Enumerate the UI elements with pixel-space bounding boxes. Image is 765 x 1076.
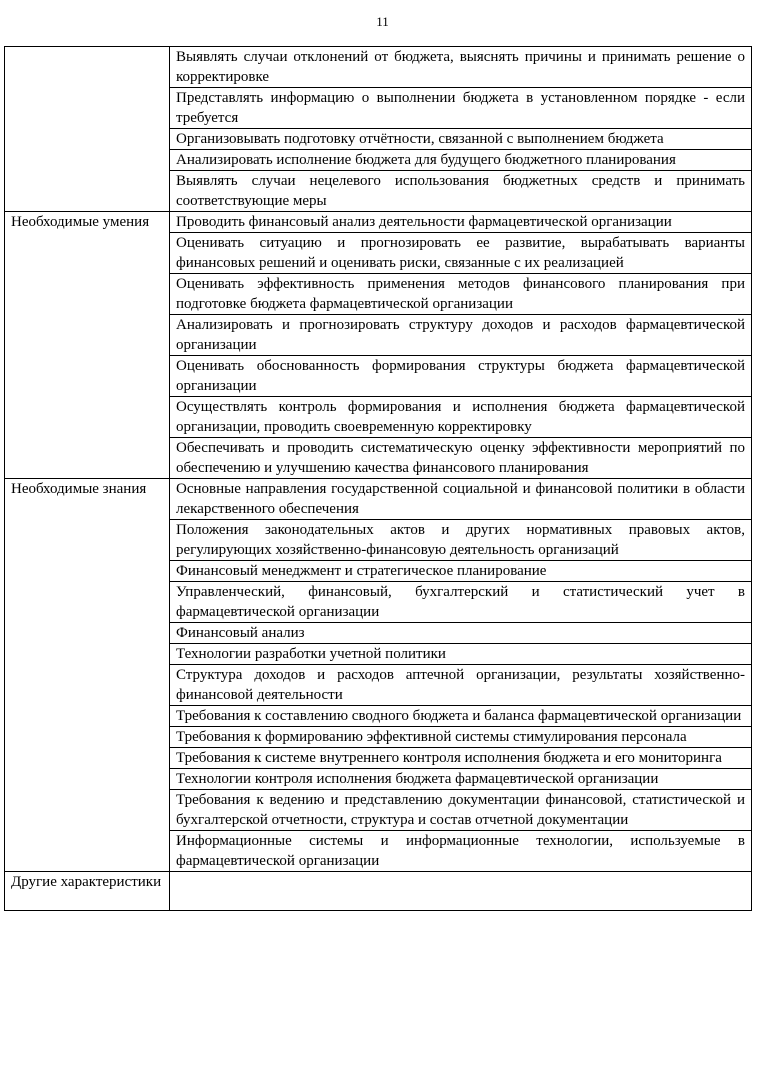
section-item: Выявлять случаи отклонений от бюджета, выяснять причины и принимать решение о корректировке [170, 47, 752, 88]
section-label: Необходимые умения [5, 212, 170, 479]
section-item: Основные направления государственной социальной и финансовой политики в области лекарственного обеспечения [170, 479, 752, 520]
section-item: Проводить финансовый анализ деятельности фармацевтической организации [170, 212, 752, 233]
table-row [5, 212, 752, 233]
section-item: Требования к системе внутреннего контроля исполнения бюджета и его мониторинга [170, 748, 752, 769]
section-item: Оценивать обоснованность формирования структуры бюджета фармацевтической организации [170, 356, 752, 397]
section-item: Структура доходов и расходов аптечной организации, результаты хозяйственно-финансовой деятельности [170, 665, 752, 706]
section-item: Оценивать эффективность применения методов финансового планирования при подготовке бюджета фармацевтической организации [170, 274, 752, 315]
section-label: Необходимые знания [5, 479, 170, 872]
section-item: Финансовый анализ [170, 623, 752, 644]
section-item: Представлять информацию о выполнении бюджета в установленном порядке - если требуется [170, 88, 752, 129]
section-label: Другие характеристики [5, 872, 170, 911]
section-item: Технологии контроля исполнения бюджета фармацевтической организации [170, 769, 752, 790]
page-number: 11 [376, 14, 389, 29]
table-row [5, 479, 752, 520]
table-row [5, 47, 752, 88]
section-item [170, 872, 752, 911]
section-item: Требования к ведению и представлению документации финансовой, статистической и бухгалтерской отчетности, структура и состав отчетной документации [170, 790, 752, 831]
section-item: Организовывать подготовку отчётности, связанной с выполнением бюджета [170, 129, 752, 150]
section-item: Управленческий, финансовый, бухгалтерский и статистический учет в фармацевтической организации [170, 582, 752, 623]
section-item: Положения законодательных актов и других нормативных правовых актов, регулирующих хозяйственно-финансовую деятельность организаций [170, 520, 752, 561]
section-item: Выявлять случаи нецелевого использования бюджетных средств и принимать соответствующие меры [170, 171, 752, 212]
table-row [5, 872, 752, 911]
section-item: Требования к составлению сводного бюджета и баланса фармацевтической организации [170, 706, 752, 727]
section-item: Технологии разработки учетной политики [170, 644, 752, 665]
section-item: Анализировать исполнение бюджета для будущего бюджетного планирования [170, 150, 752, 171]
section-item: Осуществлять контроль формирования и исполнения бюджета фармацевтической организации, проводить своевременную корректировку [170, 397, 752, 438]
section-label [5, 47, 170, 212]
section-item: Обеспечивать и проводить систематическую оценку эффективности мероприятий по обеспечению и улучшению качества финансового планирования [170, 438, 752, 479]
requirements-table-body [5, 47, 752, 911]
section-item: Оценивать ситуацию и прогнозировать ее развитие, вырабатывать варианты финансовых решений и оценивать риски, связанные с их реализацией [170, 233, 752, 274]
section-item: Требования к формированию эффективной системы стимулирования персонала [170, 727, 752, 748]
section-item: Информационные системы и информационные технологии, используемые в фармацевтической организации [170, 831, 752, 872]
requirements-table [4, 46, 752, 911]
section-item: Анализировать и прогнозировать структуру доходов и расходов фармацевтической организации [170, 315, 752, 356]
section-item: Финансовый менеджмент и стратегическое планирование [170, 561, 752, 582]
